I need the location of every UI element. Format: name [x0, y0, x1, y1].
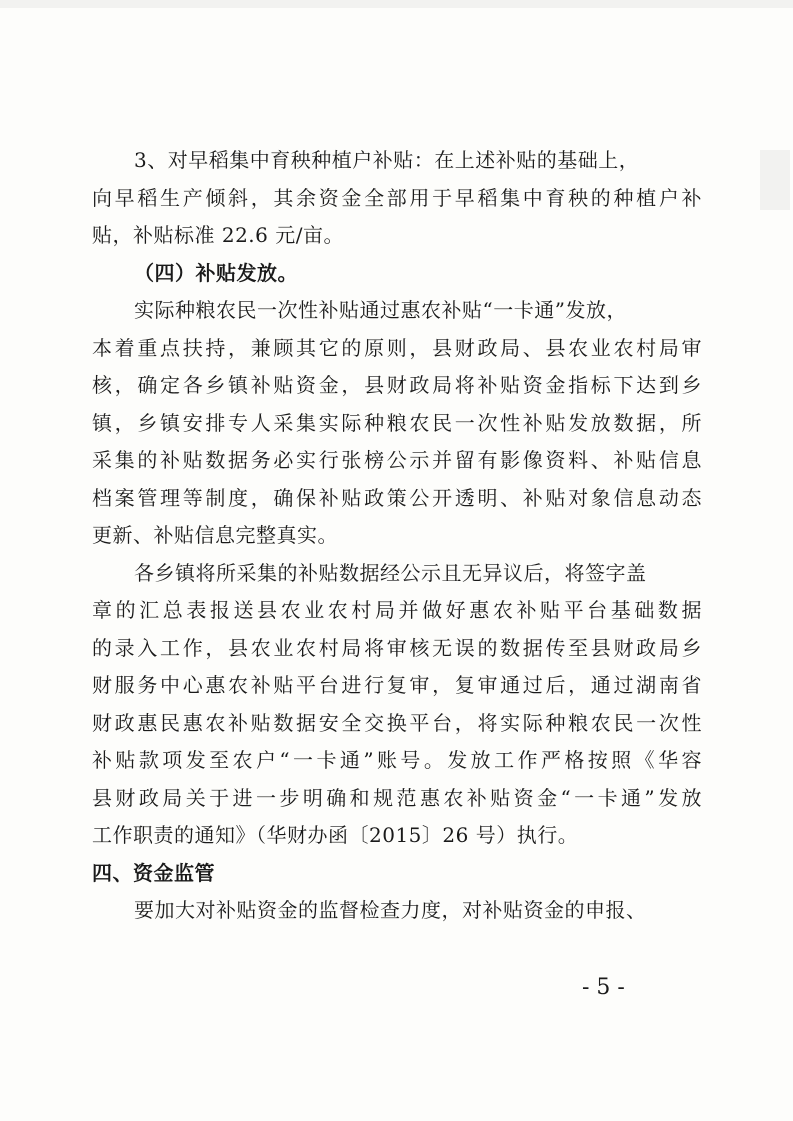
text-line: 更新、补贴信息完整真实。	[92, 523, 338, 547]
text-line: 3、对早稻集中育秧种植户补贴：在上述补贴的基础上，	[134, 148, 640, 172]
text-line: 本着重点扶持，兼顾其它的原则，县财政局、县农业农村局审	[92, 335, 702, 360]
text-line: 向早稻生产倾斜，其余资金全部用于早稻集中育秧的种植户补	[92, 185, 702, 210]
text-line: 镇，乡镇安排专人采集实际种粮农民一次性补贴发放数据，所	[92, 410, 702, 435]
text-line: 财服务中心惠农补贴平台进行复审，复审通过后，通过湖南省	[92, 673, 702, 697]
text-line: 章的汇总表报送县农业农村局并做好惠农补贴平台基础数据	[92, 598, 702, 622]
text-line: 实际种粮农民一次性补贴通过惠农补贴“一卡通”发放，	[134, 298, 627, 322]
text-line: 补贴款项发至农户“一卡通”账号。发放工作严格按照《华容	[92, 748, 702, 772]
text-line: 县财政局关于进一步明确和规范惠农补贴资金“一卡通”发放	[92, 785, 702, 810]
scan-top-edge	[0, 0, 793, 8]
text-line: 采集的补贴数据务必实行张榜公示并留有影像资料、补贴信息	[92, 448, 702, 472]
text-line: 工作职责的通知》（华财办函〔2015〕26 号）执行。	[92, 823, 579, 847]
body-text	[92, 142, 702, 930]
text-line: 核，确定各乡镇补贴资金，县财政局将补贴资金指标下达到乡	[92, 373, 702, 397]
scan-shadow	[760, 150, 790, 210]
section-heading: 四、资金监管	[92, 860, 215, 885]
page-number: - 5 -	[582, 975, 625, 1000]
section-heading: （四）补贴发放。	[134, 260, 298, 285]
text-line: 贴，补贴标准 22.6 元/亩。	[92, 223, 344, 247]
text-line: 档案管理等制度，确保补贴政策公开透明、补贴对象信息动态	[92, 485, 702, 510]
text-line: 各乡镇将所采集的补贴数据经公示且无异议后，将签字盖	[134, 560, 647, 585]
text-line: 的录入工作，县农业农村局将审核无误的数据传至县财政局乡	[92, 635, 702, 660]
text-line: 财政惠民惠农补贴数据安全交换平台，将实际种粮农民一次性	[92, 710, 702, 735]
text-line: 要加大对补贴资金的监督检查力度，对补贴资金的申报、	[134, 898, 647, 922]
